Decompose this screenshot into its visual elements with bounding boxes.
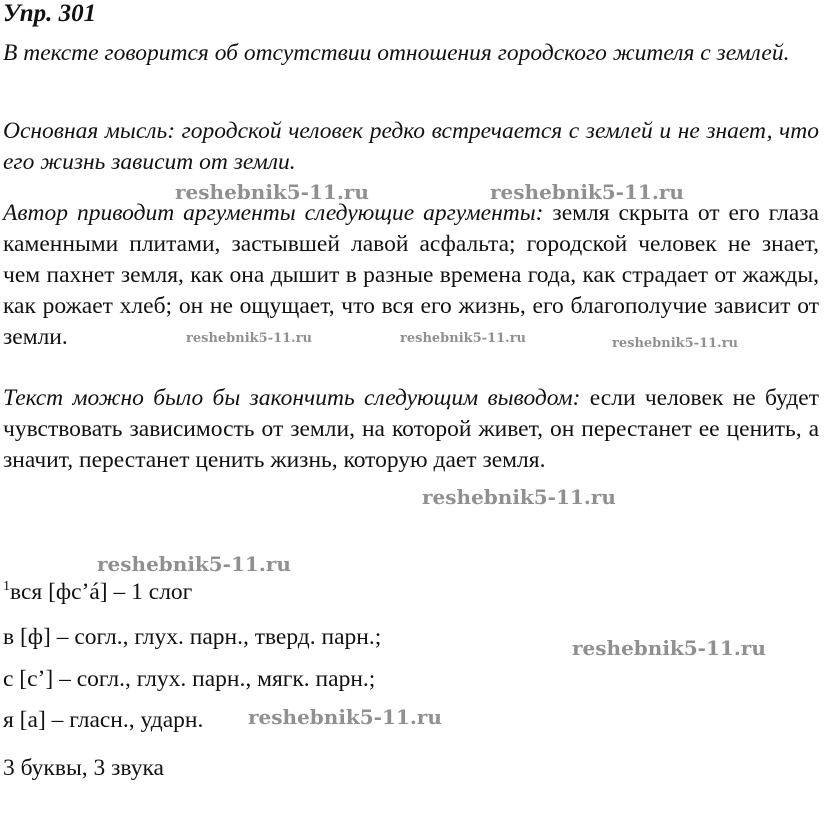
watermark: reshebnik5-11.ru [422,485,616,509]
phonetic-word: вся [фс’á] – 1 слог [10,579,193,605]
phonetic-summary: 3 буквы, 3 звука [3,755,164,781]
watermark: reshebnik5-11.ru [612,336,739,351]
phonetic-word-line [3,578,192,606]
arguments-text: земля скрыта от его глаза каменными плитами, застывшей лавой асфальта; городской человек не знает, чем пахнет земля, как она дышит в разные времена года, как страдает от жажды, как рожает хлеб; он не ощущает, что вся его жизнь, его благополучие зависит от земли. [3,200,819,350]
conclusion-text: если человек не будет чувствовать зависимость от земли, на которой живет, он перестанет ее ценить, а значит, перестанет ценить жизнь, которую дает земля. [3,385,819,473]
conclusion-lead: Текст можно было бы закончить следующим выводом: [3,385,581,411]
phonetic-sound-2: с [с’] – согл., глух. парн., мягк. парн.; [3,666,376,692]
main-idea-paragraph: Основная мысль: городской человек редко встречается с землей и не знает, что его жизнь зависит от земли. [3,118,819,175]
watermark: reshebnik5-11.ru [400,331,527,346]
watermark: reshebnik5-11.ru [186,331,313,346]
phonetic-sound-1: в [ф] – согл., глух. парн., тверд. парн.; [3,624,382,650]
footnote-mark: 1 [3,579,10,594]
watermark: reshebnik5-11.ru [97,552,291,576]
watermark: reshebnik5-11.ru [572,636,766,660]
exercise-title: Упр. 301 [3,0,97,27]
arguments-paragraph [3,198,819,353]
watermark: reshebnik5-11.ru [175,180,369,204]
topic-paragraph: В тексте говорится об отсутствии отношения городского жителя с землей. [3,40,790,66]
arguments-lead: Автор приводит аргументы следующие аргументы: [3,200,544,226]
phonetic-sound-3: я [а] – гласн., ударн. [3,707,204,733]
watermark: reshebnik5-11.ru [490,180,684,204]
conclusion-paragraph [3,383,819,476]
watermark: reshebnik5-11.ru [248,705,442,729]
